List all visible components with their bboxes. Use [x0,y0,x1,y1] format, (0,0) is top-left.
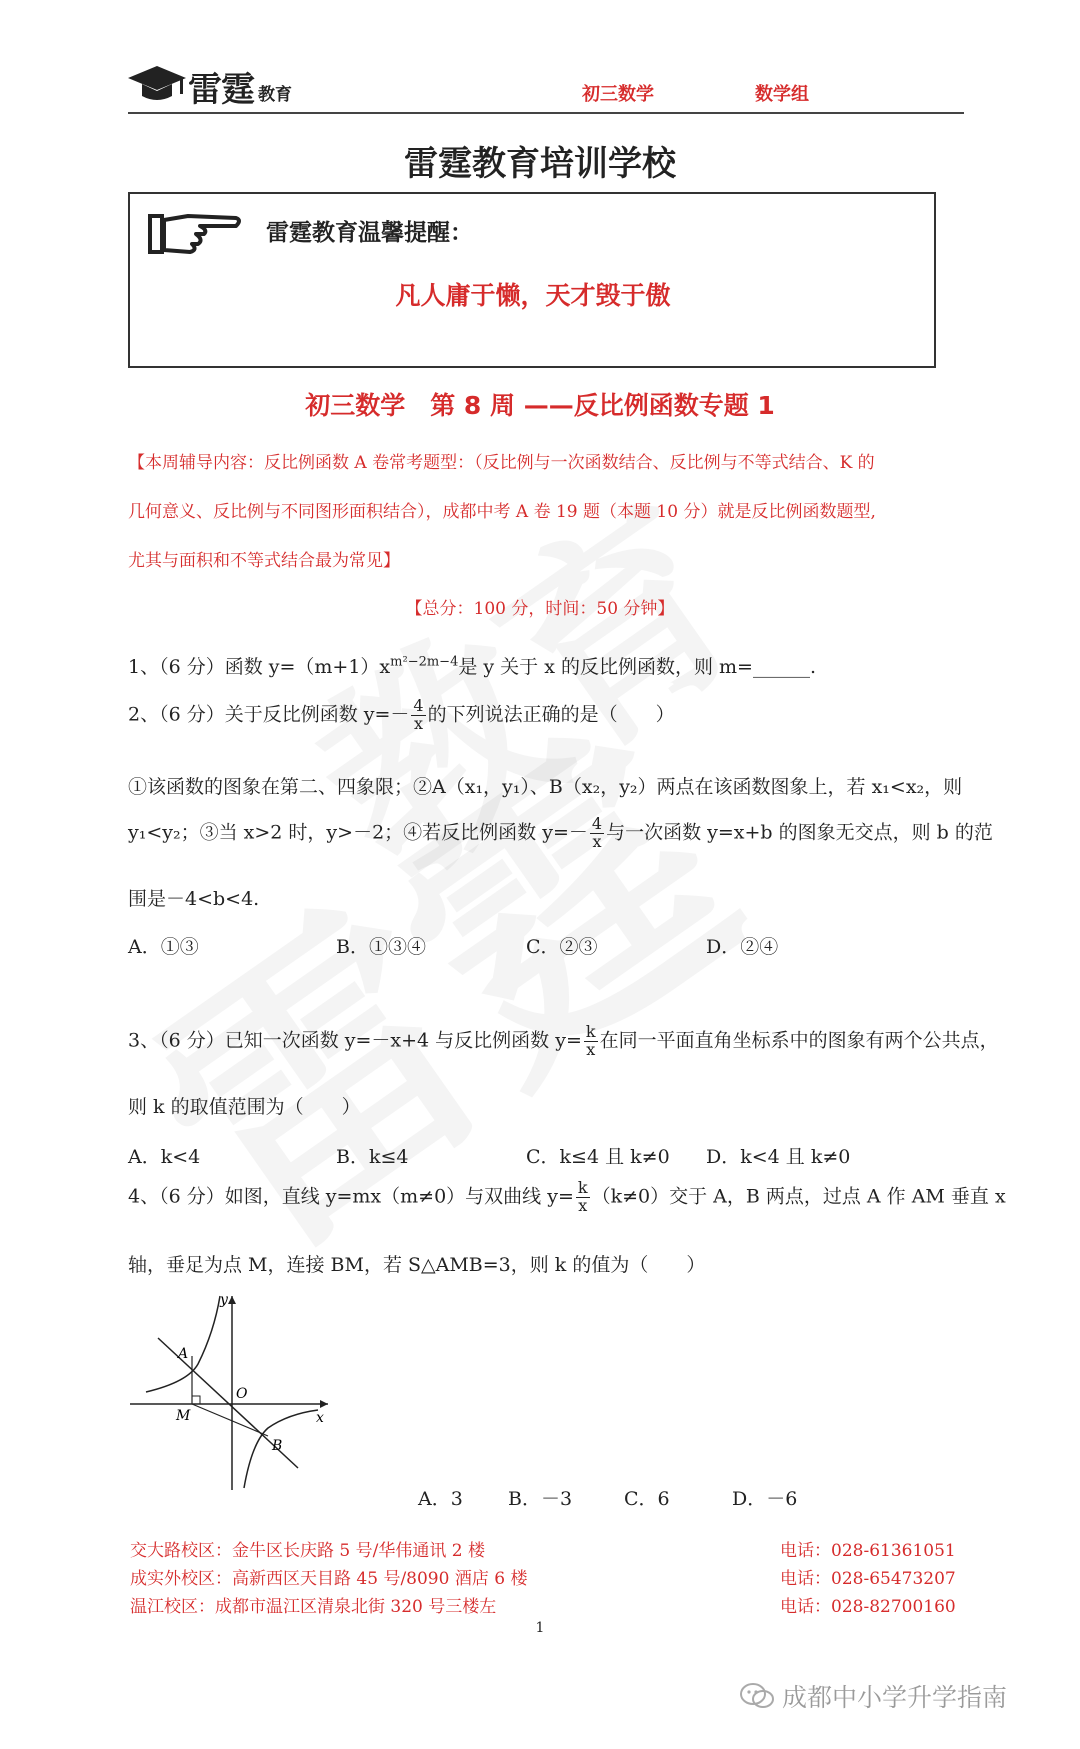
label-b: B [272,1438,283,1454]
header-group: 数学组 [755,84,809,105]
q2-option-c[interactable]: C．②③ [526,936,598,958]
header-divider [128,112,964,114]
q4-option-a[interactable]: A．3 [418,1488,463,1510]
q2-body-3: 围是－4<b<4. [128,888,260,910]
hyperbola-branch-upper [146,1296,220,1392]
intro-line-1: 【本周辅导内容：反比例函数 A 卷常考题型：（反比例与一次函数结合、反比例与不等式结合、K 的 [128,453,875,473]
label-o: O [236,1386,248,1402]
q3-option-b[interactable]: B．k≤4 [336,1146,409,1168]
q2-option-d[interactable]: D．②④ [706,936,779,958]
intro-line-2: 几何意义、反比例与不同图形面积结合），成都中考 A 卷 19 题（本题 10 分）就是反比例函数题型, [128,502,876,522]
q3-stem-end: 在同一平面直角坐标系中的图象有两个公共点， [599,1029,999,1052]
footer-campus-3: 温江校区：成都市温江区清泉北街 320 号三楼左 [130,1597,497,1617]
question-3 [128,1024,999,1059]
q1-stem-end: 是 y 关于 x 的反比例函数，则 m= [458,656,753,678]
page-number: 1 [535,1620,545,1636]
question-1 [128,652,816,679]
q4-stem-2: 轴，垂足为点 M，连接 BM，若 S△AMB=3，则 k 的值为（ ） [128,1254,706,1276]
q3-option-c[interactable]: C．k≤4 且 k≠0 [526,1146,670,1168]
q2-body-2: y₁<y₂；③当 x>2 时，y>－2；④若反比例函数 y=－ $\frac{4}{x}$ 与一次函数 y=x+b 的图象无交点，则 b 的范 [128,814,993,851]
q2-option-b[interactable]: B．①③④ [336,936,426,958]
q3-option-d[interactable]: D．k<4 且 k≠0 [706,1146,851,1168]
lesson-title: 初三数学 第 8 周 ——反比例函数专题 1 [305,391,775,420]
label-a: A [178,1346,189,1362]
q4-stem-end: （k≠0）交于 A，B 两点，过点 A 作 AM 垂直 x [591,1185,1006,1208]
wechat-source [740,1680,1007,1712]
q2-body-fraction: $\frac{4}{x}$ [591,814,603,851]
footer-campus-2: 成实外校区：高新西区天目路 45 号/8090 酒店 6 楼 [130,1569,528,1589]
q3-stem-2: 则 k 的取值范围为（ ） [128,1096,361,1118]
reminder-motto: 凡人庸于懒，天才毁于傲 [395,281,671,310]
footer-campus-1: 交大路校区：金牛区长庆路 5 号/华伟通讯 2 楼 [130,1541,485,1561]
q2-stem-end: 的下列说法正确的是（ ） [427,703,675,726]
q2-body-1: ①该函数的图象在第二、四象限；②A（x₁，y₁）、B（x₂，y₂）两点在该函数图象上，若 x₁<x₂，则 [128,776,963,798]
wechat-account-name: 成都中小学升学指南 [782,1683,1008,1712]
reminder-title: 雷霆教育温馨提醒： [266,219,473,246]
q3-stem: 3、（6 分）已知一次函数 y=－x+4 与反比例函数 y= [128,1029,582,1052]
school-title: 雷霆教育培训学校 [404,144,676,184]
q4-fraction: $\frac{k}{x}$ [577,1178,588,1215]
header-subject: 初三数学 [582,84,654,105]
q1-exponent: m²−2m−4 [390,654,459,670]
q2-stem: 2、（6 分）关于反比例函数 y=－ [128,703,410,726]
question-4 [128,1180,1006,1215]
intro-line-3: 尤其与面积和不等式结合最为常见】 [128,551,400,571]
label-y: y [220,1292,228,1308]
reminder-box [128,192,936,368]
q1-answer-blank[interactable]: ______. [752,656,816,678]
q3-fraction: $\frac{k}{x}$ [585,1022,596,1059]
wechat-icon [740,1682,774,1710]
header [128,62,964,112]
q1-stem: 1、（6 分）函数 y=（m+1）x [128,656,391,678]
footer-phone-3: 电话：028-82700160 [780,1597,956,1617]
q2-fraction: $\frac{4}{x}$ [413,696,424,733]
label-m: M [176,1408,191,1424]
logo-text: 雷霆 [188,70,254,110]
graduation-cap-icon [128,64,186,104]
q4-option-b[interactable]: B．－3 [508,1488,573,1510]
q4-option-c[interactable]: C．6 [624,1488,670,1510]
q4-figure [128,1292,338,1492]
q4-stem: 4、（6 分）如图，直线 y=mx（m≠0）与双曲线 y= [128,1185,574,1208]
q4-option-d[interactable]: D．－6 [732,1488,798,1510]
logo-subtext: 教育 [258,85,292,105]
footer-phone-1: 电话：028-61361051 [780,1541,956,1561]
q3-option-a[interactable]: A．k<4 [128,1146,201,1168]
label-x: x [316,1410,324,1426]
pointing-hand-icon [148,206,244,262]
q2-option-a[interactable]: A．①③ [128,936,199,958]
footer-phone-2: 电话：028-65473207 [780,1569,956,1589]
score-info: 【总分：100 分，时间：50 分钟】 [405,599,675,619]
segment-bm [192,1404,268,1436]
question-2 [128,698,675,733]
